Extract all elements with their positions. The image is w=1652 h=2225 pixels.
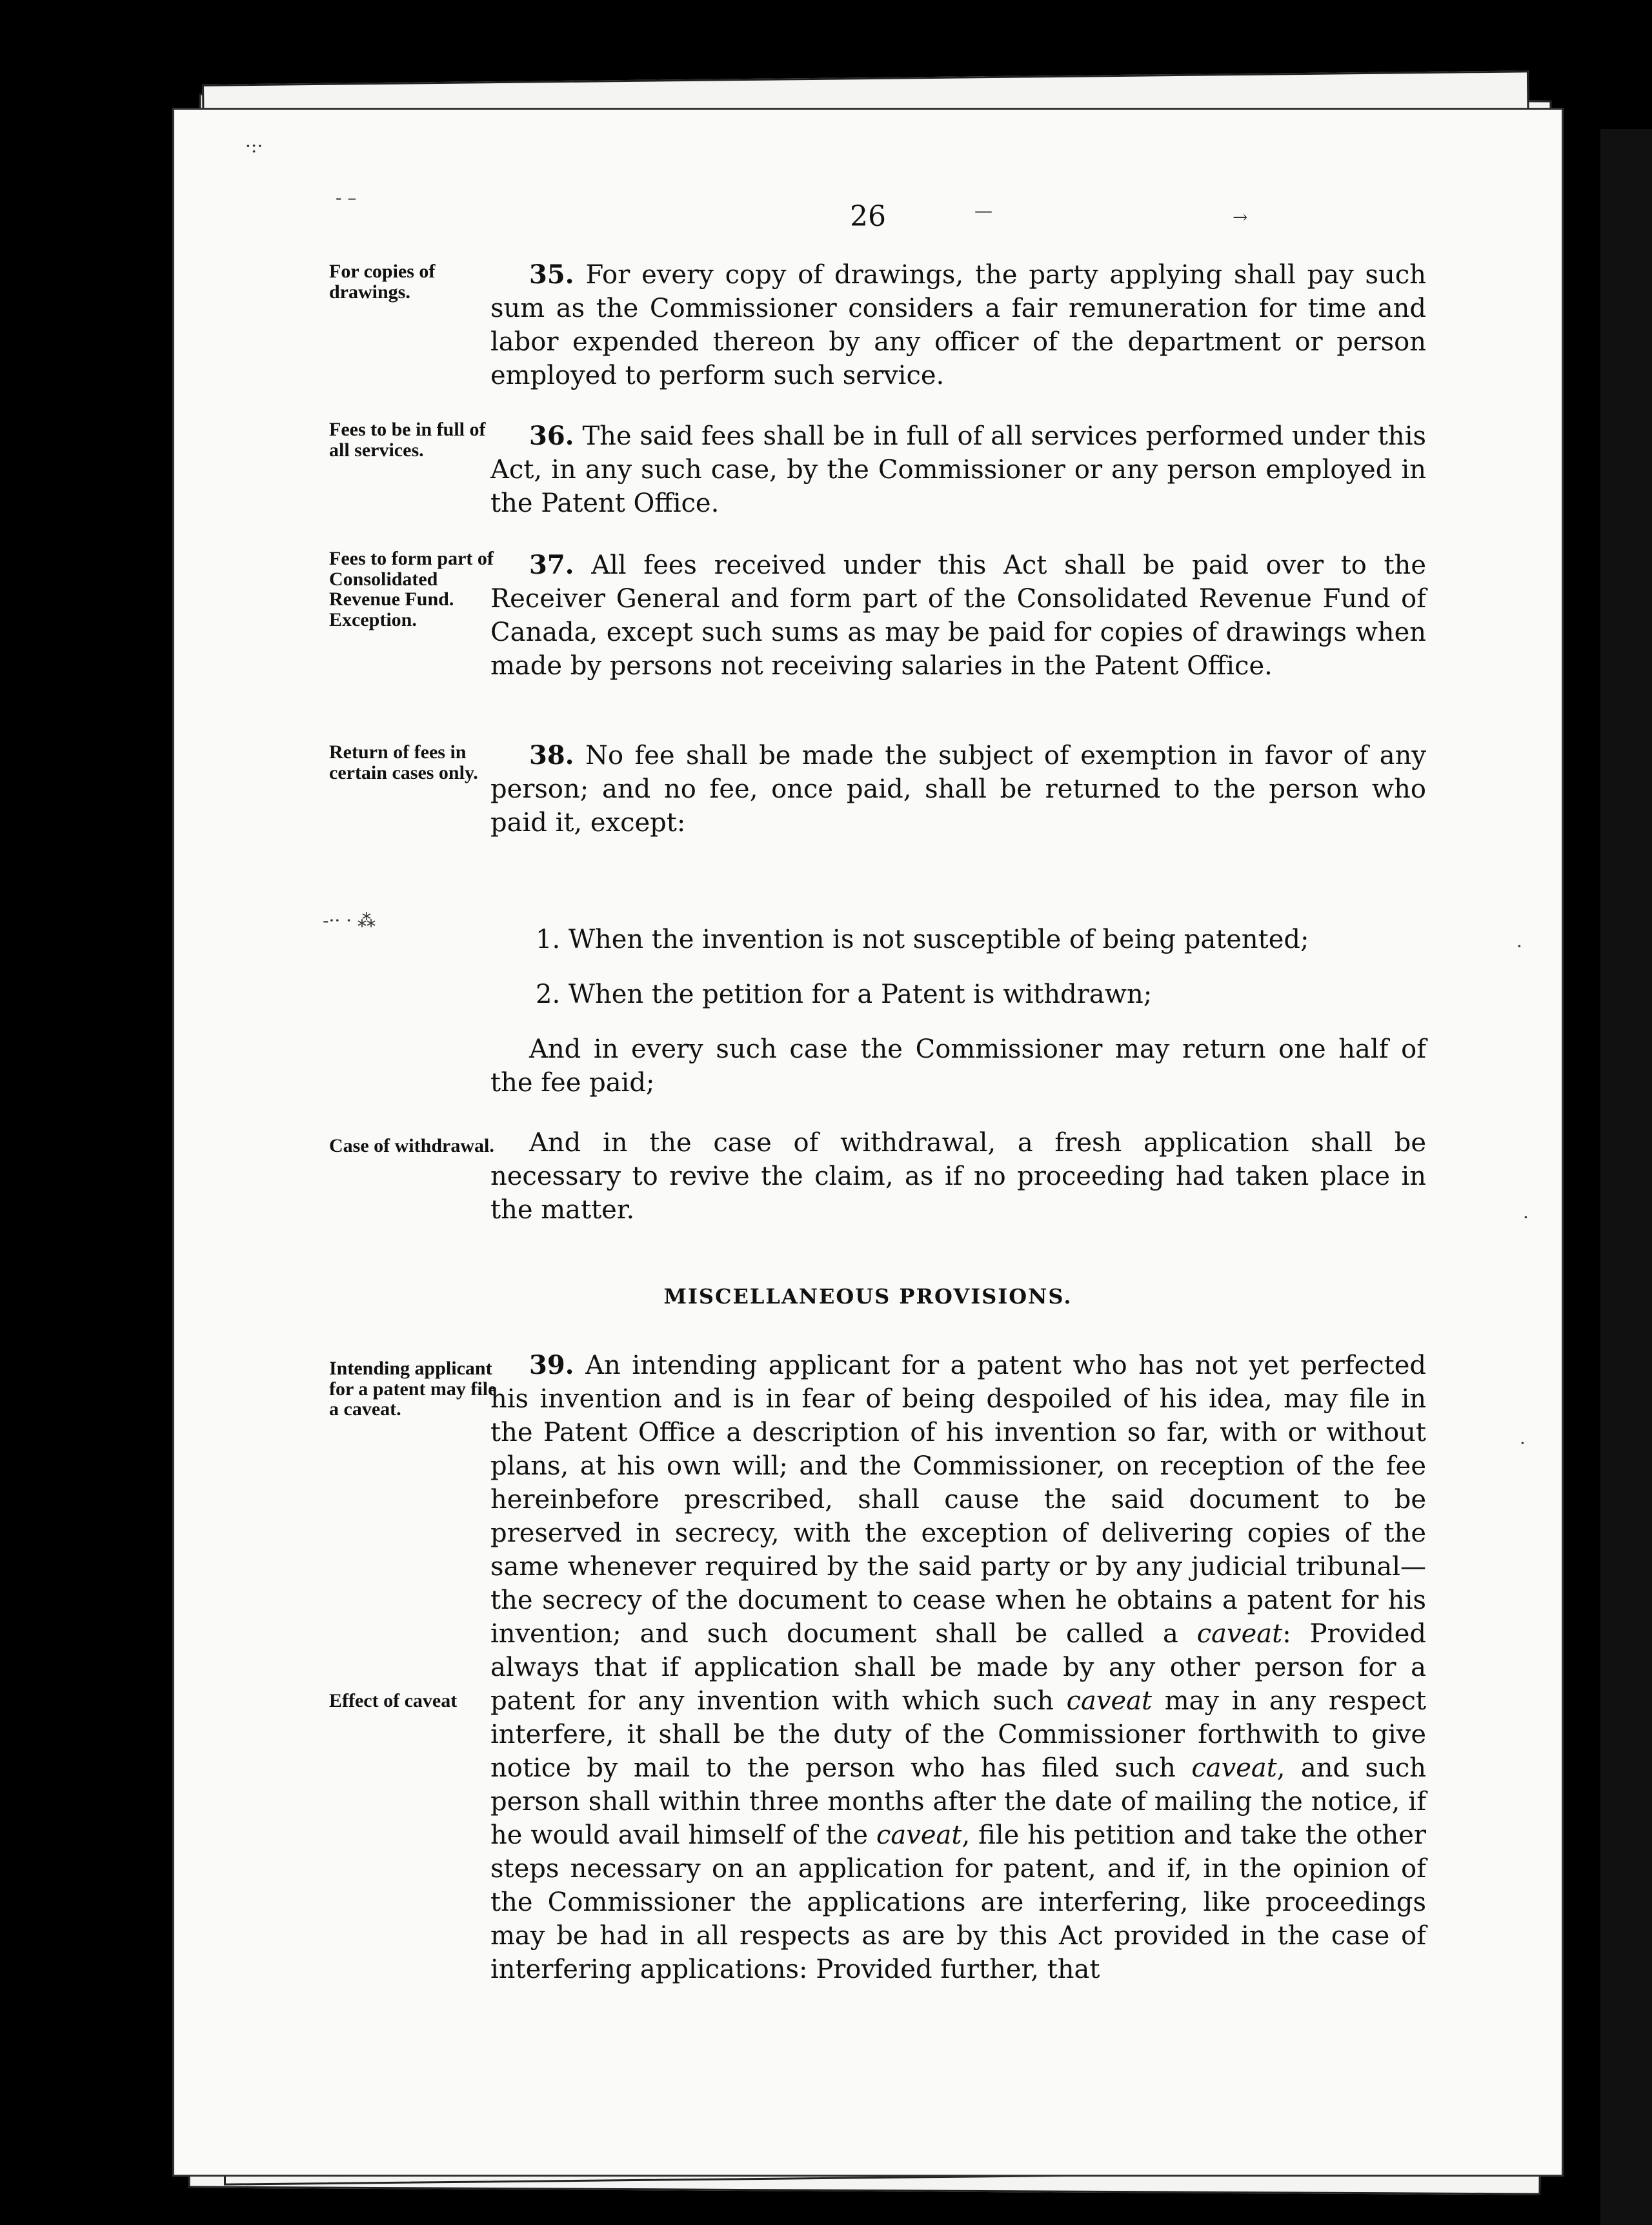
scan-speck: → <box>1233 206 1248 228</box>
caveat-term: caveat <box>1066 1686 1153 1716</box>
list-item: 2. When the petition for a Patent is withdrawn; <box>536 980 1153 1009</box>
page-number: 26 <box>850 200 886 233</box>
section-35 <box>490 258 1426 392</box>
section-36 <box>490 419 1426 520</box>
section-heading: MISCELLANEOUS PROVISIONS. <box>663 1284 1073 1309</box>
document-page <box>174 110 1562 2175</box>
scan-speck: · <box>1523 1207 1529 1228</box>
withdrawal-clause: And in the case of withdrawal, a fresh application shall be necessary to revive the claim, as if no proceeding had taken place in the matter. <box>490 1128 1426 1225</box>
margin-note-caveat-effect: Effect of caveat <box>329 1690 458 1711</box>
section-text: The said fees shall be in full of all services performed under this Act, in any such case, by the Commissioner or any person employed in the Patent Office. <box>490 421 1427 518</box>
caveat-term: caveat <box>876 1820 962 1850</box>
section-39 <box>490 1349 1426 1986</box>
caveat-term: caveat <box>1191 1753 1277 1783</box>
scan-speck: ‐ – <box>336 187 357 208</box>
section-text: : Provided always that if application shall be made by any other person for a patent for any invention with which such <box>490 1619 1426 1716</box>
section-text: , file his petition and take the other steps necessary on an application for patent, and if, in the opinion of the Commissioner the applications are interfering, like proceedings may be had in all respects as are by this Act provided in the case of interfering applications: Provided further, that <box>490 1820 1427 1984</box>
margin-note-withdrawal: Case of withdrawal. <box>329 1135 494 1156</box>
margin-note-36: Fees to be in full of all services. <box>329 419 486 461</box>
margin-note-37: Fees to form part of Consolidated Revenue Fund. Exception. <box>329 548 494 630</box>
scan-speck: ·:· <box>245 136 263 157</box>
scan-speck: · <box>1516 936 1522 957</box>
section-text: For every copy of drawings, the party applying shall pay such sum as the Commissioner considers a fair remuneration for time and labor expended thereon by any officer of the department or person employed to perform such service. <box>490 260 1426 390</box>
section-text: No fee shall be made the subject of exemption in favor of any person; and no fee, once paid, shall be returned to the person who paid it, except: <box>490 741 1426 838</box>
caveat-term: caveat <box>1196 1619 1283 1649</box>
margin-note-39: Intending applicant for a patent may file a caveat. <box>329 1358 497 1420</box>
section-text: An intending applicant for a patent who has not yet perfected his invention and is in fear of being despoiled of his idea, may file in the Patent Office a description of his invention so far, with or without plans, at his own will; and the Commissioner, on reception of the fee hereinbefore prescribed, shall cause the said document to be preserved in secrecy, with the exception of delivering copies of the same whenever required by the said party or by any judicial tribunal—the secrecy of the document to cease when he obtains a patent for his invention; and such document shall be called a <box>490 1351 1427 1649</box>
section-number: 39. <box>529 1350 574 1380</box>
scan-speck: ‐·· · ⁂ <box>323 910 376 931</box>
scan-speck: — <box>974 200 992 221</box>
scan-speck: · <box>1520 1433 1526 1454</box>
margin-note-35: For copies of drawings. <box>329 261 436 303</box>
section-text: , and such person shall within three months after the date of mailing the notice, if he would avail himself of the <box>490 1753 1427 1850</box>
return-clause: And in every such case the Commissioner may return one half of the fee paid; <box>490 1034 1426 1098</box>
section-number: 35. <box>529 259 574 290</box>
section-text: may in any respect interfere, it shall be the duty of the Commissioner forthwith to give notice by mail to the person who has filed such <box>490 1686 1427 1783</box>
section-number: 37. <box>529 550 574 580</box>
section-text: All fees received under this Act shall be paid over to the Receiver General and form part of the Consolidated Revenue Fund of Canada, except such sums as may be paid for copies of drawings when made by persons not receiving salaries in the Patent Office. <box>490 550 1426 681</box>
section-number: 38. <box>529 740 574 770</box>
section-38 <box>490 739 1426 840</box>
list-item: 1. When the invention is not susceptible of being patented; <box>536 925 1309 954</box>
section-number: 36. <box>529 421 574 451</box>
scan-border <box>1600 129 1652 2225</box>
margin-note-38: Return of fees in certain cases only. <box>329 741 478 783</box>
section-37 <box>490 549 1426 683</box>
